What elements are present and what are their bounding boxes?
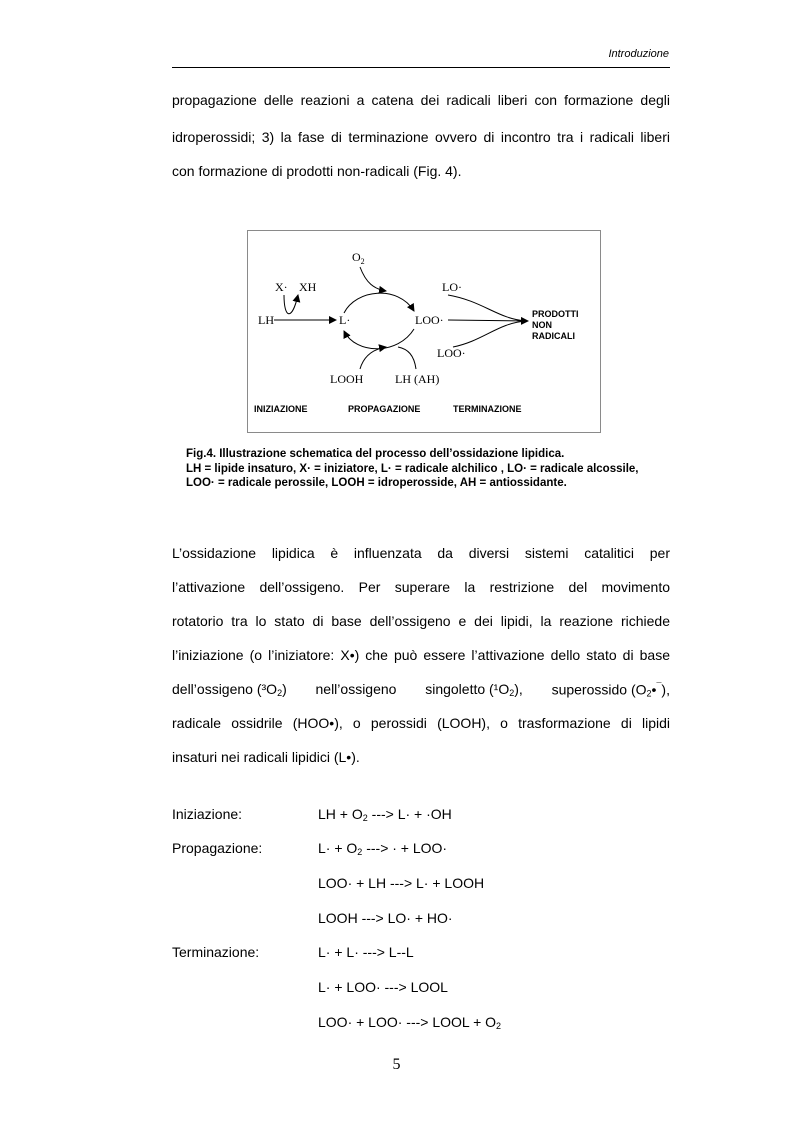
running-header: Introduzione xyxy=(608,48,669,60)
fig-arrow-loo-l xyxy=(344,329,414,349)
body-line-5-part-4: superossido $(O_2•^¯)$, xyxy=(551,681,670,699)
caption-legend: LH = lipide insaturo, X· = iniziatore, L· = radicale alchilico , LO· = radicale alcossile, LOO· = radicale perossile, LOOH = idroperosside, AH = antiossidante. xyxy=(186,462,639,489)
body-line-5-part-2: nell’ossigeno xyxy=(315,681,397,697)
body-paragraph xyxy=(172,545,670,775)
reaction-1: LH + $O_2$ ---> L· + ·OH xyxy=(318,806,452,823)
body-line-5-part-3: singoletto $(^1O_2)$, xyxy=(425,681,523,698)
fig-products-line-1: PRODOTTI xyxy=(532,309,579,319)
fig-arrow-looh-branch xyxy=(360,347,386,369)
intro-line-1: propagazione delle reazioni a catena dei radicali liberi con formazione degli xyxy=(172,92,670,108)
fig-arrow-x-xh xyxy=(284,295,298,314)
body-line-4: l’iniziazione (o l’iniziatore: X•) che può essere l’attivazione dello stato di base xyxy=(172,647,670,663)
body-line-5 xyxy=(172,681,670,699)
body-line-6: radicale ossidrile (HOO•), o perossidi (LOOH), o trasformazione di lipidi xyxy=(172,715,670,731)
reaction-5: L· + L· ---> L--L xyxy=(318,944,414,960)
header-rule xyxy=(172,67,670,68)
body-line-7: insaturi nei radicali lipidici (L•). xyxy=(172,749,360,765)
fig-o2-label: $O_2$ xyxy=(352,250,365,266)
fig-l-label: L· xyxy=(339,313,351,327)
fig-stage-termination: TERMINAZIONE xyxy=(453,404,522,414)
reaction-3: LOO· + LH ---> L· + LOOH xyxy=(318,875,485,891)
caption-title: Fig.4. Illustrazione schematica del processo dell’ossidazione lipidica. xyxy=(186,448,565,460)
body-line-5-part-1: dell’ossigeno $(^3O_2)$ xyxy=(172,681,287,698)
fig-arrow-lh-ah-branch xyxy=(398,347,416,369)
fig-lo-label: LO· xyxy=(442,280,462,294)
page-number: 5 xyxy=(392,1056,401,1073)
fig-stage-propagation: PROPAGAZIONE xyxy=(348,404,421,414)
reaction-6: L· + LOO· ---> LOOL xyxy=(318,979,448,995)
reaction-7: LOO· + LOO· ---> LOOL + $O_2$ xyxy=(318,1014,502,1031)
body-line-1: L’ossidazione lipidica è influenzata da diversi sistemi catalitici per xyxy=(172,545,670,561)
figure-diagram xyxy=(248,231,600,432)
fig-loo-bottom-label: LOO· xyxy=(437,346,466,360)
reaction-2: $L\cdot + O_2$ ---> · + LOO· xyxy=(318,840,448,857)
fig-lh-label: LH xyxy=(258,313,274,327)
fig-arrow-o2-entry xyxy=(360,267,386,291)
fig-products-line-2: NON xyxy=(532,320,552,330)
body-line-2: l’attivazione dell’ossigeno. Per superare la restrizione del movimento xyxy=(172,579,670,595)
intro-line-3: con formazione di prodotti non-radicali (Fig. 4). xyxy=(172,163,462,179)
fig-xh-label: XH xyxy=(299,280,317,294)
fig-stage-initiation: INIZIAZIONE xyxy=(254,404,308,414)
fig-loo-label: LOO· xyxy=(415,313,444,327)
fig-arrow-loo-products xyxy=(448,320,528,321)
reaction-label-termination: Terminazione: xyxy=(172,944,260,960)
intro-paragraph xyxy=(172,92,670,192)
reaction-label-propagation: Propagazione: xyxy=(172,840,263,856)
reaction-label-initiation: Iniziazione: xyxy=(172,806,243,822)
fig-products-line-3: RADICALI xyxy=(532,331,575,341)
reaction-4: LOOH ---> LO· + HO· xyxy=(318,910,453,926)
body-line-3: rotatorio tra lo stato di base dell’ossigeno e dei lipidi, la reazione richiede xyxy=(172,613,670,629)
fig-arrow-l-loo xyxy=(344,293,414,313)
figure-caption xyxy=(186,447,666,491)
fig-looh-label: LOOH xyxy=(330,372,364,386)
intro-line-2: idroperossidi; 3) la fase di terminazione ovvero di incontro tra i radicali liberi xyxy=(172,129,670,145)
fig-arrow-lo-products xyxy=(448,295,526,321)
fig-lh-ah-label: LH (AH) xyxy=(395,372,440,386)
fig-arrow-loo-bottom-products xyxy=(453,321,526,347)
figure-lipid-oxidation xyxy=(247,230,601,433)
fig-x-label: X· xyxy=(275,280,288,294)
